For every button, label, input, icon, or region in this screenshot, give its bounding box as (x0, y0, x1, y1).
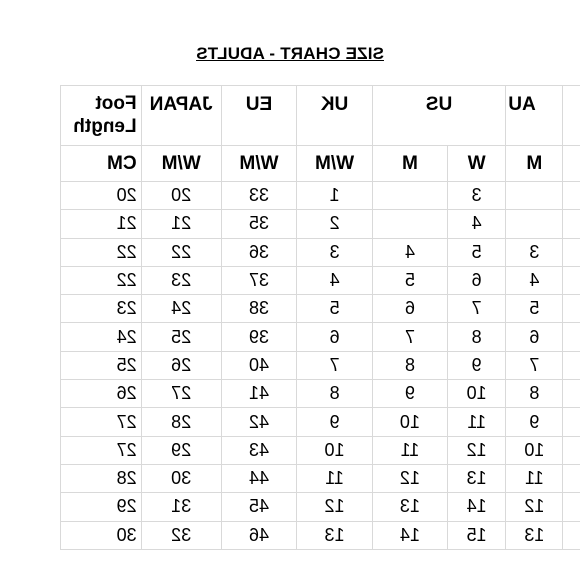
cell-japan: 21 (141, 210, 221, 238)
cell-uk: 3 (297, 238, 373, 266)
cell-eu: 35 (221, 210, 297, 238)
cell-uk: 2 (297, 210, 373, 238)
cell-spacer (563, 210, 580, 238)
cell-cm: 22 (60, 266, 141, 294)
subheader-japan-wm: W/M (141, 146, 221, 182)
cell-uk: 6 (297, 323, 373, 351)
cell-us-w: 10 (448, 380, 506, 408)
cell-au-m (506, 182, 563, 210)
cell-us-w: 14 (448, 493, 506, 521)
header-japan: JAPAN (141, 86, 221, 146)
table-row (21, 323, 580, 351)
cell-cm: 30 (60, 521, 141, 549)
cell-eu: 38 (221, 295, 297, 323)
subheader-eu-wm: W/M (221, 146, 297, 182)
cell-japan: 23 (141, 266, 221, 294)
cell-us-w: 3 (448, 182, 506, 210)
cell-us-w: 15 (448, 521, 506, 549)
cell-eu: 39 (221, 323, 297, 351)
cell-eu: 43 (221, 436, 297, 464)
cell-eu: 40 (221, 351, 297, 379)
cell-japan: 24 (141, 295, 221, 323)
header-spacer (563, 86, 580, 146)
cell-au-m: 10 (506, 436, 563, 464)
table-row (21, 295, 580, 323)
cell-japan: 28 (141, 408, 221, 436)
cell-spacer (563, 380, 580, 408)
cell-spacer (563, 521, 580, 549)
subheader-us-m: M (372, 146, 447, 182)
table-row (21, 266, 580, 294)
cell-uk: 9 (297, 408, 373, 436)
header-row-countries (21, 86, 580, 146)
cell-us-m: 9 (372, 380, 447, 408)
cell-japan: 29 (141, 436, 221, 464)
size-table (20, 85, 580, 550)
table-row (21, 408, 580, 436)
cell-us-w: 6 (448, 266, 506, 294)
cell-japan: 30 (141, 464, 221, 492)
cell-au-m (506, 210, 563, 238)
cell-japan: 31 (141, 493, 221, 521)
cell-eu: 45 (221, 493, 297, 521)
cell-us-m: 5 (372, 266, 447, 294)
cell-au-m: 13 (506, 521, 563, 549)
cell-us-m: 12 (372, 464, 447, 492)
cell-au-m: 11 (506, 464, 563, 492)
header-uk: UK (297, 86, 373, 146)
cell-au-m: 4 (506, 266, 563, 294)
cell-au-m: 5 (506, 295, 563, 323)
cell-cm: 20 (60, 182, 141, 210)
subheader-spacer (563, 146, 580, 182)
cell-eu: 36 (221, 238, 297, 266)
cell-us-m: 14 (372, 521, 447, 549)
cell-us-m: 4 (372, 238, 447, 266)
cell-spacer (563, 238, 580, 266)
cell-us-w: 11 (448, 408, 506, 436)
cell-us-w: 9 (448, 351, 506, 379)
cell-spacer (563, 182, 580, 210)
subheader-uk-wm: W/M (297, 146, 373, 182)
cell-eu: 42 (221, 408, 297, 436)
table-row (21, 493, 580, 521)
cell-eu: 37 (221, 266, 297, 294)
cell-japan: 20 (141, 182, 221, 210)
cell-uk: 4 (297, 266, 373, 294)
cell-au-m: 3 (506, 238, 563, 266)
table-row (21, 436, 580, 464)
cell-us-m: 7 (372, 323, 447, 351)
cell-us-w: 7 (448, 295, 506, 323)
table-row (21, 521, 580, 549)
cell-japan: 26 (141, 351, 221, 379)
cell-au-m: 6 (506, 323, 563, 351)
table-row (21, 380, 580, 408)
cell-japan: 22 (141, 238, 221, 266)
cell-uk: 7 (297, 351, 373, 379)
cell-eu: 33 (221, 182, 297, 210)
cell-spacer (563, 493, 580, 521)
table-row (21, 351, 580, 379)
table-row (21, 210, 580, 238)
cell-spacer (563, 295, 580, 323)
cell-eu: 44 (221, 464, 297, 492)
cell-japan: 25 (141, 323, 221, 351)
cell-spacer (563, 351, 580, 379)
cell-cm: 27 (60, 436, 141, 464)
cell-uk: 5 (297, 295, 373, 323)
cell-cm: 23 (60, 295, 141, 323)
cell-spacer (563, 464, 580, 492)
table-row (21, 238, 580, 266)
cell-cm: 29 (60, 493, 141, 521)
header-us: US (372, 86, 505, 146)
cell-us-m: 11 (372, 436, 447, 464)
cell-spacer (563, 436, 580, 464)
cell-us-m: 6 (372, 295, 447, 323)
cell-eu: 41 (221, 380, 297, 408)
cell-uk: 13 (297, 521, 373, 549)
cell-uk: 10 (297, 436, 373, 464)
header-eu: EU (221, 86, 297, 146)
table-row (21, 182, 580, 210)
cell-cm: 28 (60, 464, 141, 492)
cell-us-m (372, 182, 447, 210)
table-row (21, 464, 580, 492)
subheader-foot-cm: CM (60, 146, 141, 182)
cell-us-w: 4 (448, 210, 506, 238)
cell-japan: 27 (141, 380, 221, 408)
header-au: AU (506, 86, 563, 146)
cell-us-w: 5 (448, 238, 506, 266)
cell-eu: 46 (221, 521, 297, 549)
cell-japan: 32 (141, 521, 221, 549)
cell-uk: 8 (297, 380, 373, 408)
header-row-genders (21, 146, 580, 182)
cell-cm: 25 (60, 351, 141, 379)
cell-spacer (563, 266, 580, 294)
cell-cm: 27 (60, 408, 141, 436)
cell-cm: 24 (60, 323, 141, 351)
cell-us-w: 8 (448, 323, 506, 351)
cell-us-m: 8 (372, 351, 447, 379)
cell-spacer (563, 408, 580, 436)
cell-cm: 22 (60, 238, 141, 266)
cell-us-m: 13 (372, 493, 447, 521)
cell-us-m (372, 210, 447, 238)
cell-au-m: 7 (506, 351, 563, 379)
cell-spacer (563, 323, 580, 351)
foot-label-line2: Length (73, 116, 137, 137)
cell-us-w: 13 (448, 464, 506, 492)
chart-title: SIZE CHART - ADULTS (196, 44, 384, 63)
subheader-us-w: W (448, 146, 506, 182)
cell-uk: 12 (297, 493, 373, 521)
foot-label-line1: Foot (95, 93, 137, 114)
cell-cm: 21 (60, 210, 141, 238)
cell-uk: 11 (297, 464, 373, 492)
cell-us-m: 10 (372, 408, 447, 436)
cell-uk: 1 (297, 182, 373, 210)
cell-au-m: 12 (506, 493, 563, 521)
cell-au-m: 9 (506, 408, 563, 436)
cell-au-m: 8 (506, 380, 563, 408)
subheader-au-m: M (506, 146, 563, 182)
cell-cm: 26 (60, 380, 141, 408)
header-foot-length (60, 86, 141, 146)
cell-us-w: 12 (448, 436, 506, 464)
